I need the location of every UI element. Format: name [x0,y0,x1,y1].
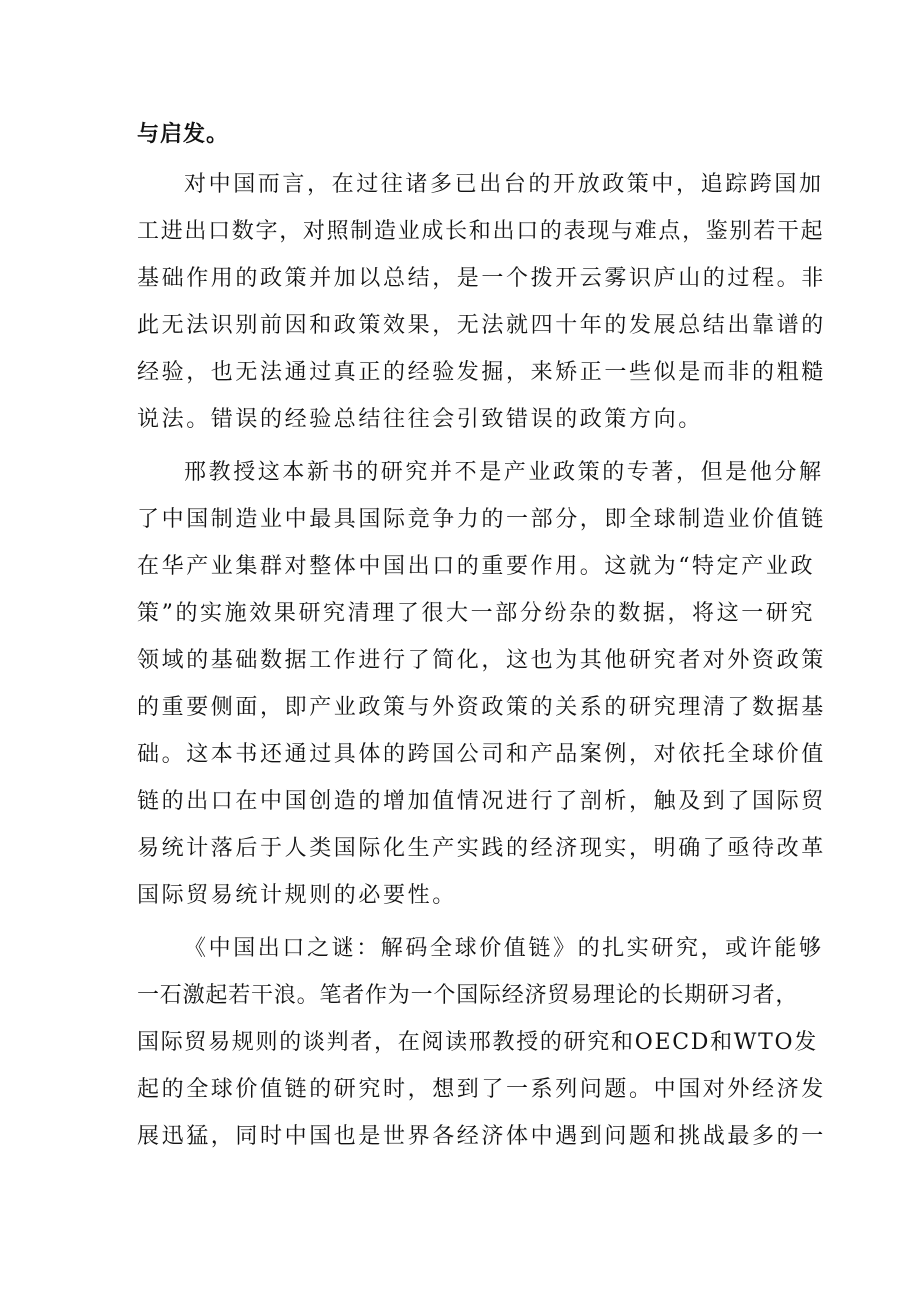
paragraph-line: 在华产业集群对整体中国出口的重要作用。这就为“特定产业政 [137,554,816,579]
paragraph-line: 工进出口数字，对照制造业成长和出口的表现与难点，鉴别若干起 [137,219,825,244]
paragraph-line: 基础作用的政策并加以总结，是一个拨开云雾识庐山的过程。非 [137,266,826,291]
paragraph-line: 了中国制造业中最具国际竞争力的一部分，即全球制造业价值链 [137,507,826,532]
paragraph-line: 说法。错误的经验总结往往会引致错误的政策方向。 [137,407,703,432]
paragraph-line: 一石激起若干浪。笔者作为一个国际经济贸易理论的长期研习者， [137,983,799,1008]
paragraph-line: 的重要侧面，即产业政策与外资政策的关系的研究理清了数据基 [137,695,826,720]
paragraph-line: 链的出口在中国创造的增加值情况进行了剖析，触及到了国际贸 [137,789,826,814]
paragraph-line: 《中国出口之谜：解码全球价值链》的扎实研究，或许能够 [184,936,824,961]
paragraph-line: 此无法识别前因和政策效果，无法就四十年的发展总结出靠谱的 [137,313,826,338]
paragraph-line: 展迅猛，同时中国也是世界各经济体中遇到问题和挑战最多的一 [137,1124,826,1149]
paragraph-line: 易统计落后于人类国际化生产实践的经济现实，明确了亟待改革 [137,836,826,861]
paragraph-line: 国际贸易规则的谈判者，在阅读邢教授的研究和OECD和WTO发 [137,1030,818,1055]
paragraph-line: 经验，也无法通过真正的经验发掘，来矫正一些似是而非的粗糙 [137,360,826,385]
paragraph-line: 邢教授这本新书的研究并不是产业政策的专著，但是他分解 [184,460,824,485]
paragraph-line: 与启发。 [137,121,230,147]
paragraph-line: 对中国而言，在过往诸多已出台的开放政策中，追踪跨国加 [184,172,824,197]
paragraph-line: 策”的实施效果研究清理了很大一部分纷杂的数据，将这一研究 [137,601,816,626]
paragraph-line: 国际贸易统计规则的必要性。 [137,883,457,908]
paragraph-line: 起的全球价值链的研究时，想到了一系列问题。中国对外经济发 [137,1077,826,1102]
paragraph-line: 领域的基础数据工作进行了简化，这也为其他研究者对外资政策 [137,648,826,673]
paragraph-line: 础。这本书还通过具体的跨国公司和产品案例，对依托全球价值 [137,742,826,767]
